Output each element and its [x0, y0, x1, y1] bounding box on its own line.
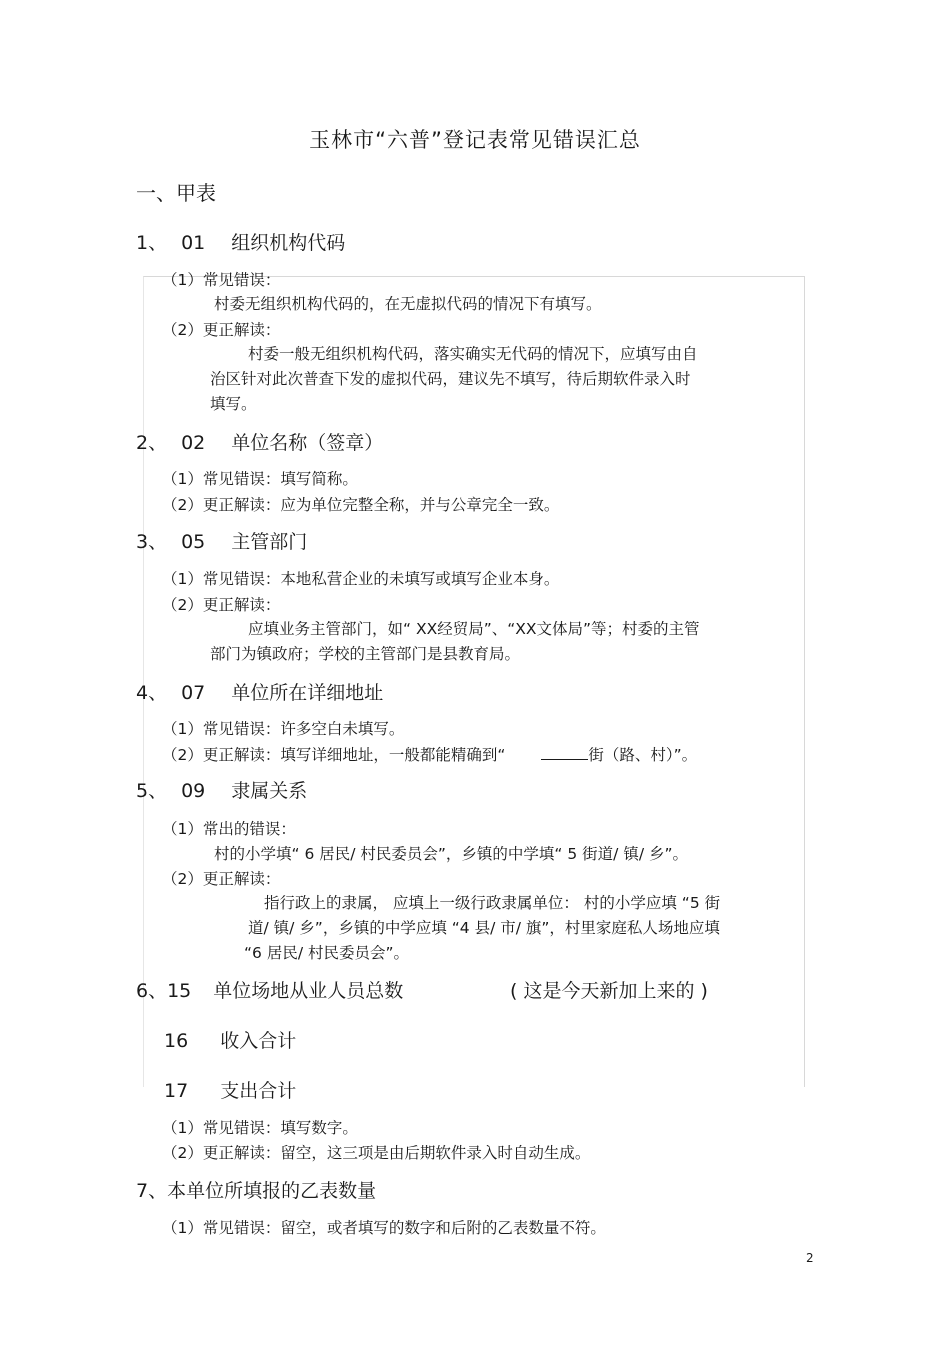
- item-name: 收入合计: [220, 1030, 297, 1052]
- item-heading-7: 7、本单位所填报的乙表数量: [136, 1180, 377, 1202]
- error-label: （1）常出的错误：: [162, 820, 296, 838]
- blank-underline: [541, 745, 588, 760]
- error-line: （1）常见错误：本地私营企业的未填写或填写企业本身。: [162, 570, 560, 588]
- error-line: （1）常见错误：填写简称。: [162, 470, 358, 488]
- item-name: 支出合计: [220, 1080, 297, 1102]
- item-number: 4、: [136, 682, 168, 704]
- item-name: 隶属关系: [231, 780, 308, 802]
- section-heading: 一、甲表: [136, 181, 216, 205]
- item-heading-15: [136, 976, 403, 1003]
- item-heading-09: [136, 776, 307, 803]
- error-line: （1）常见错误：许多空白未填写。: [162, 720, 405, 738]
- fix-line: 村委一般无组织机构代码，落实确实无代码的情况下，应填写由自: [248, 345, 698, 363]
- fix-line: 填写。: [210, 395, 257, 413]
- item-heading-02: [136, 428, 383, 455]
- item-heading-17: [164, 1076, 296, 1103]
- item-code: 02: [181, 432, 206, 454]
- item-code: 07: [181, 682, 206, 704]
- fix-text-after: 街（路、村）”。: [588, 746, 698, 764]
- item-name: 单位所在详细地址: [231, 682, 384, 704]
- item-code: 09: [181, 780, 206, 802]
- error-text: 村委无组织机构代码的，在无虚拟代码的情况下有填写。: [214, 295, 602, 313]
- fix-line: 部门为镇政府；学校的主管部门是县教育局。: [210, 645, 521, 663]
- item-name: 主管部门: [231, 531, 308, 553]
- fix-text-before: （2）更正解读：填写详细地址，一般都能精确到“: [162, 746, 506, 764]
- error-label: （1）常见错误：: [162, 271, 281, 289]
- item-name: 单位场地从业人员总数: [213, 980, 404, 1002]
- item-code: 17: [164, 1080, 189, 1102]
- item-code: 15: [167, 980, 192, 1002]
- item-code: 16: [164, 1030, 189, 1052]
- item-name: 单位名称（签章）: [231, 432, 384, 454]
- item-code: 01: [181, 232, 206, 254]
- fix-line: 道/ 镇/ 乡”，乡镇的中学应填 “4 县/ 市/ 旗”，村里家庭私人场地应填: [248, 919, 720, 937]
- item-code: 05: [181, 531, 206, 553]
- fix-line: 应填业务主管部门，如“ XX经贸局”、“XX文体局”等；村委的主管: [248, 620, 700, 638]
- fix-label: （2）更正解读：: [162, 596, 281, 614]
- item-name: 组织机构代码: [231, 232, 346, 254]
- error-text: 村的小学填“ 6 居民/ 村民委员会”，乡镇的中学填“ 5 街道/ 镇/ 乡”。: [214, 845, 689, 863]
- fix-line: （2）更正解读：留空，这三项是由后期软件录入时自动生成。: [162, 1144, 591, 1162]
- error-line: （1）常见错误：留空，或者填写的数字和后附的乙表数量不符。: [162, 1219, 606, 1237]
- item-heading-07: [136, 678, 383, 705]
- fix-line: 指行政上的隶属， 应填上一级行政隶属单位： 村的小学应填 “5 街: [264, 894, 721, 912]
- fix-label: （2）更正解读：: [162, 321, 281, 339]
- item-number: 1、: [136, 232, 168, 254]
- item-number: 2、: [136, 432, 168, 454]
- fix-line: 治区针对此次普查下发的虚拟代码，建议先不填写，待后期软件录入时: [210, 370, 691, 388]
- item-note: ( 这是今天新加上来的 ): [510, 980, 708, 1002]
- page-number: 2: [806, 1251, 814, 1265]
- item-number: 6、: [136, 980, 168, 1002]
- page-title: 玉林市“六普”登记表常见错误汇总: [309, 128, 641, 152]
- fix-line: [162, 743, 697, 765]
- fix-line: “6 居民/ 村民委员会”。: [244, 944, 409, 962]
- item-heading-01: [136, 228, 345, 255]
- fix-line: （2）更正解读：应为单位完整全称，并与公章完全一致。: [162, 496, 560, 514]
- item-heading-05: [136, 527, 307, 554]
- fix-label: （2）更正解读：: [162, 870, 281, 888]
- item-number: 5、: [136, 780, 168, 802]
- item-number: 3、: [136, 531, 168, 553]
- item-heading-16: [164, 1026, 296, 1053]
- error-line: （1）常见错误：填写数字。: [162, 1119, 358, 1137]
